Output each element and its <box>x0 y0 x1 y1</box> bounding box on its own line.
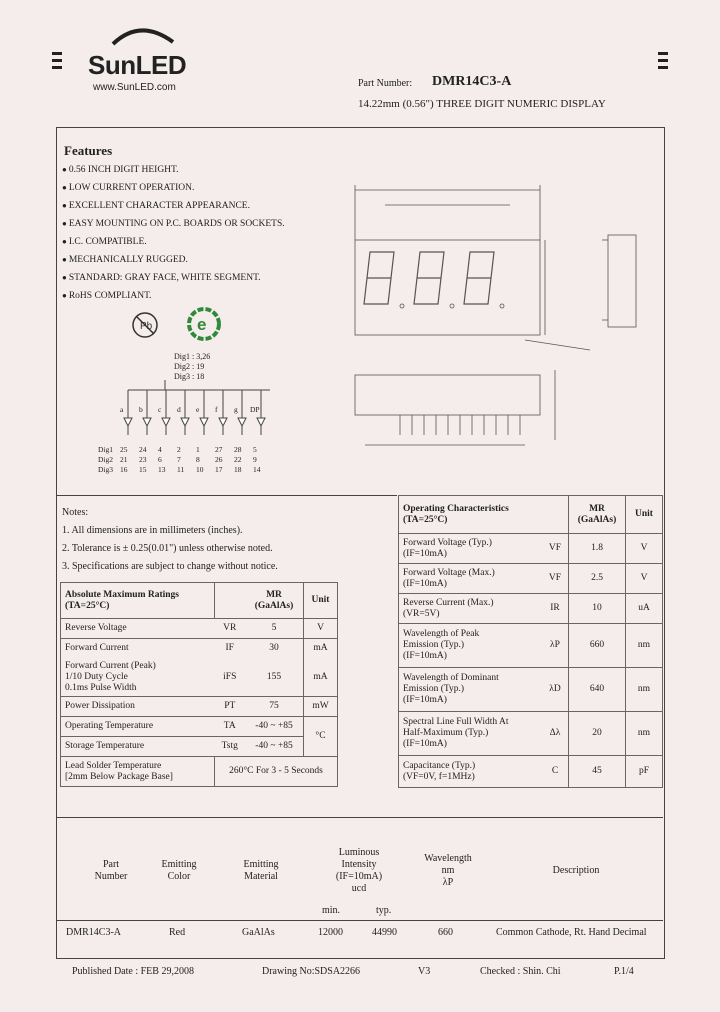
pin-num: 1 <box>196 445 200 454</box>
abs-param: Forward Current <box>61 639 215 659</box>
seg-label: b <box>139 405 143 414</box>
sel-wl: 660 <box>438 927 453 938</box>
published-date: Published Date : FEB 29,2008 <box>72 966 194 977</box>
abs-sym: IF <box>225 643 234 654</box>
page-number: P.1/4 <box>614 966 634 977</box>
pin-num: 6 <box>158 455 162 464</box>
note-item: 2. Tolerance is ± 0.25(0.01") unless otherwise noted. <box>62 543 273 554</box>
abs-val: 260°C For 3 - 5 Seconds <box>215 757 338 787</box>
op-val: 45 <box>569 756 626 788</box>
pin-num: 17 <box>215 465 223 474</box>
svg-text:e: e <box>197 315 207 334</box>
sel-part: DMR14C3-A <box>66 927 122 938</box>
op-unit: nm <box>626 712 663 756</box>
abs-param: Lead Solder Temperature <box>65 760 162 771</box>
op-cond-row: (IF=10mA) <box>403 651 447 661</box>
pin-num: 28 <box>234 445 242 454</box>
op-cond-row: (IF=10mA) <box>403 739 447 749</box>
pin-num: 8 <box>196 455 200 464</box>
op-unit: V <box>626 564 663 594</box>
op-title: Operating Characteristics <box>403 503 509 514</box>
abs-unit: mW <box>304 697 338 717</box>
abs-param: Storage Temperature <box>61 737 215 757</box>
selection-table <box>56 845 663 945</box>
abs-val: 75 <box>245 697 304 717</box>
pin-num: 26 <box>215 455 223 464</box>
part-number: DMR14C3-A <box>432 74 512 89</box>
feature-item: ● STANDARD: GRAY FACE, WHITE SEGMENT. <box>62 269 285 287</box>
op-col-mat: (GaAlAs) <box>577 514 617 525</box>
op-sym: VF <box>542 534 569 564</box>
pin-num: 4 <box>158 445 162 454</box>
seg-label: e <box>196 405 200 414</box>
feature-item: ● EASY MOUNTING ON P.C. BOARDS OR SOCKETS. <box>62 215 285 233</box>
dig-label: Dig2 <box>174 362 190 371</box>
seg-label: d <box>177 405 181 414</box>
logo: SunLED <box>88 50 187 80</box>
sel-header: Wavelength <box>424 853 472 864</box>
abs-unit: mA <box>304 659 338 697</box>
abs-sym: VR <box>215 619 246 639</box>
op-val: 10 <box>569 594 626 624</box>
sel-header: Emitting <box>161 859 197 870</box>
op-param: Wavelength of Dominant <box>403 673 499 683</box>
pin-num: 2 <box>177 445 181 454</box>
op-param: Reverse Current (Max.) <box>403 597 494 608</box>
op-val: 660 <box>569 624 626 668</box>
pin-num: 15 <box>139 465 147 474</box>
sel-header: Number <box>94 871 128 882</box>
abs-val: 155 <box>245 659 304 697</box>
seg-label: DP <box>250 405 260 414</box>
logo-bars-right <box>658 52 668 73</box>
op-sym: C <box>542 756 569 788</box>
pb-free-icon <box>130 310 160 340</box>
op-cond-row: (VR=5V) <box>403 608 440 619</box>
op-val: 20 <box>569 712 626 756</box>
op-col-mr: MR <box>589 503 605 514</box>
pin-num: 14 <box>253 465 261 474</box>
op-val: 640 <box>569 668 626 712</box>
abs-val: -40 ~ +85 <box>245 717 304 737</box>
abs-val: 30 <box>245 639 304 659</box>
abs-val: -40 ~ +85 <box>245 737 304 757</box>
abs-param: Operating Temperature <box>61 717 215 737</box>
op-col-unit: Unit <box>626 496 663 534</box>
sel-min: 12000 <box>318 927 343 938</box>
part-number-label: Part Number: <box>358 78 413 89</box>
feature-item: ● EXCELLENT CHARACTER APPEARANCE. <box>62 197 285 215</box>
op-char-table <box>398 495 663 788</box>
pin-num: 22 <box>234 455 242 464</box>
op-unit: nm <box>626 668 663 712</box>
op-cond-row: (IF=10mA) <box>403 548 447 559</box>
op-unit: V <box>626 534 663 564</box>
pin-num: 27 <box>215 445 223 454</box>
pin-num: 5 <box>253 445 257 454</box>
sel-header: Part <box>102 859 120 870</box>
dig-pins: 19 <box>196 362 205 371</box>
sel-typ-label: typ. <box>376 905 392 916</box>
abs-sym: PT <box>215 697 246 717</box>
dig-pins: 3,26 <box>196 352 211 361</box>
op-param: Forward Voltage (Max.) <box>403 567 495 578</box>
pin-num: 16 <box>120 465 128 474</box>
op-sym: IR <box>542 594 569 624</box>
abs-val: 5 <box>245 619 304 639</box>
notes-title: Notes: <box>62 507 89 518</box>
pin-num: 25 <box>120 445 128 454</box>
sel-header: Color <box>167 871 191 882</box>
abs-param: [2mm Below Package Base] <box>65 771 173 782</box>
pin-row-label: Dig2 <box>98 455 113 464</box>
abs-unit: mA <box>304 639 338 659</box>
sel-header: Emitting <box>243 859 279 870</box>
pin-num: 7 <box>177 455 181 464</box>
op-param: Spectral Line Full Width At <box>403 717 509 727</box>
pin-num: 18 <box>234 465 242 474</box>
feature-item: ● I.C. COMPATIBLE. <box>62 233 285 251</box>
divider-features <box>56 495 397 496</box>
features-title: Features <box>64 143 113 158</box>
abs-cond: (TA=25°C) <box>65 600 110 611</box>
seg-label: a <box>120 405 124 414</box>
sel-header: Luminous <box>338 847 380 858</box>
op-sym: λP <box>542 624 569 668</box>
dig-label: Dig1 <box>174 352 190 361</box>
website: www.SunLED.com <box>93 82 176 93</box>
feature-item: ● RoHS COMPLIANT. <box>62 287 285 305</box>
sel-divider <box>56 920 663 921</box>
pin-num: 10 <box>196 465 204 474</box>
note-item: 1. All dimensions are in millimeters (inches). <box>62 525 243 536</box>
pin-num: 21 <box>120 455 128 464</box>
abs-col-mat: (GaAlAs) <box>254 600 294 611</box>
sel-color: Red <box>169 927 186 938</box>
checked-by: Checked : Shin. Chi <box>480 966 561 977</box>
op-param: Half-Maximum (Typ.) <box>403 728 489 738</box>
dig-pins: 18 <box>196 372 205 381</box>
pin-num: 23 <box>139 455 147 464</box>
abs-title: Absolute Maximum Ratings <box>65 589 180 600</box>
sel-desc: Common Cathode, Rt. Hand Decimal <box>496 927 647 938</box>
sel-mat: GaAlAs <box>242 927 275 938</box>
op-param: Forward Voltage (Typ.) <box>403 537 492 548</box>
sel-header: ucd <box>351 883 367 894</box>
abs-col-unit: Unit <box>304 583 338 619</box>
op-param: Wavelength of Peak <box>403 629 480 639</box>
pin-num: 24 <box>139 445 147 454</box>
op-cond-row: (IF=10mA) <box>403 695 447 705</box>
divider-selection <box>56 817 663 818</box>
abs-param: Forward Current (Peak) <box>65 660 156 671</box>
abs-param: Reverse Voltage <box>61 619 215 639</box>
version: V3 <box>418 966 431 977</box>
feature-item: ● 0.56 INCH DIGIT HEIGHT. <box>62 161 285 179</box>
sel-header: λP <box>442 877 454 888</box>
sel-header: Description <box>552 865 600 876</box>
sel-header: (IF=10mA) <box>335 871 383 882</box>
abs-max-table <box>60 582 338 787</box>
abs-param: Power Dissipation <box>61 697 215 717</box>
logo-bars-left <box>52 52 62 73</box>
drawing-number: Drawing No:SDSA2266 <box>262 966 361 977</box>
op-sym: Δλ <box>542 712 569 756</box>
sel-min-label: min. <box>322 905 341 916</box>
pin-row-label: Dig1 <box>98 445 113 454</box>
sel-header: nm <box>441 865 455 876</box>
svg-text:Pb: Pb <box>140 321 153 332</box>
op-val: 2.5 <box>569 564 626 594</box>
abs-sym: TA <box>215 717 246 737</box>
digit-common-pins: Dig1 : 3,26 Dig2 : 19 Dig3 : 18 <box>174 352 211 381</box>
pin-table <box>98 445 278 475</box>
op-unit: uA <box>626 594 663 624</box>
pin-num: 9 <box>253 455 257 464</box>
sel-header: Material <box>244 871 278 882</box>
abs-sym: iFS <box>223 671 237 682</box>
op-val: 1.8 <box>569 534 626 564</box>
seg-label: f <box>215 405 218 414</box>
sel-header: Intensity <box>341 859 377 870</box>
abs-param: 1/10 Duty Cycle <box>65 671 128 682</box>
feature-item: ● LOW CURRENT OPERATION. <box>62 179 285 197</box>
pin-num: 11 <box>177 465 185 474</box>
note-item: 3. Specifications are subject to change without notice. <box>62 561 278 572</box>
features-list <box>62 161 285 305</box>
op-cond-row: (IF=10mA) <box>403 578 447 589</box>
op-param: Emission (Typ.) <box>403 684 465 694</box>
op-cond-row: (VF=0V, f=1MHz) <box>403 771 475 782</box>
op-sym: VF <box>542 564 569 594</box>
op-cond: (TA=25°C) <box>403 514 448 525</box>
abs-sym: Tstg <box>215 737 246 757</box>
abs-unit: V <box>304 619 338 639</box>
product-description: 14.22mm (0.56") THREE DIGIT NUMERIC DISPLAY <box>358 98 606 110</box>
rohs-e-icon <box>186 306 222 342</box>
pin-num: 13 <box>158 465 166 474</box>
seg-label: g <box>234 405 238 414</box>
sel-typ: 44990 <box>372 927 397 938</box>
abs-col-mr: MR <box>266 589 282 600</box>
dig-label: Dig3 <box>174 372 190 381</box>
abs-unit: °C <box>304 717 338 757</box>
pin-row-label: Dig3 <box>98 465 113 474</box>
seg-label: c <box>158 405 162 414</box>
op-param: Capacitance (Typ.) <box>403 760 476 771</box>
op-sym: λD <box>542 668 569 712</box>
op-param: Emission (Typ.) <box>403 640 465 650</box>
abs-param: 0.1ms Pulse Width <box>65 682 137 693</box>
mechanical-drawing <box>340 180 660 470</box>
feature-item: ● MECHANICALLY RUGGED. <box>62 251 285 269</box>
op-unit: nm <box>626 624 663 668</box>
op-unit: pF <box>626 756 663 788</box>
